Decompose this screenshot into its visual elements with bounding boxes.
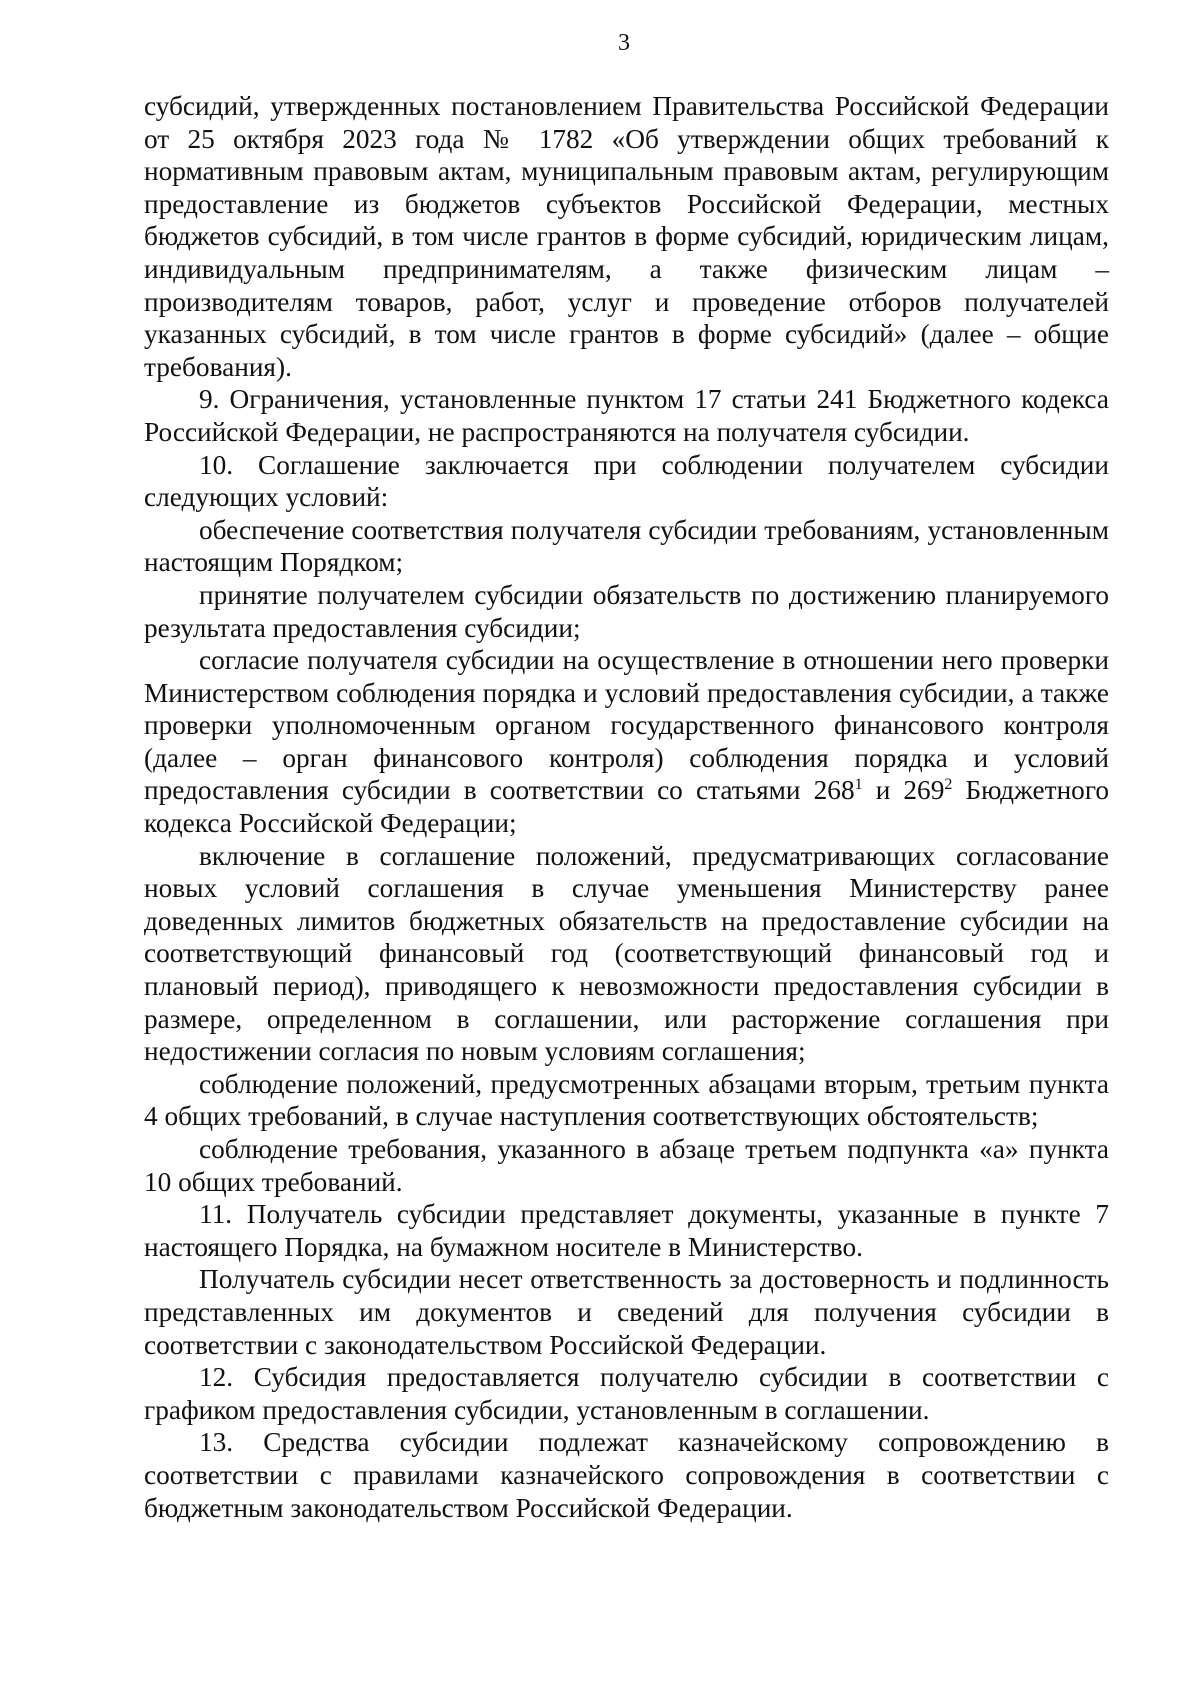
paragraph-responsibility: Получатель субсидии несет ответственность за достоверность и подлинность представленных им документов и сведений для получения субсидии в соответствии с законодательством Российской Федерации. xyxy=(144,1264,1109,1360)
footnote-sup-1: 1 xyxy=(854,776,863,794)
paragraph-item-13: 13. Средства субсидии подлежат казначейскому сопровождению в соответствии с правилами казначейского сопровождения в соответствии с бюджетным законодательством Российской Федерации. xyxy=(144,1427,1109,1523)
paragraph-continuation: субсидий, утвержденных постановлением Правительства Российской Федерации от 25 октября 2023 года № 1782 «Об утверждении общих требований к нормативным правовым актам, муниципальным правовым актам, регулирующим предоставление из бюджетов субъектов Российской Федерации, местных бюджетов субсидий, в том числе грантов в форме субсидий, юридическим лицам, индивидуальным предпринимателям, а также физическим лицам – производителям товаров, работ, услуг и проведение отборов получателей указанных субсидий, в том числе грантов в форме субсидий» (далее – общие требования). xyxy=(144,91,1109,382)
paragraph-item-11: 11. Получатель субсидии представляет документы, указанные в пункте 7 настоящего Порядка, на бумажном носителе в Министерство. xyxy=(144,1199,1109,1262)
paragraph-condition-consent xyxy=(144,644,1109,840)
paragraph-condition-provisions: соблюдение положений, предусмотренных абзацами вторым, третьим пункта 4 общих требований, в случае наступления соответствующих обстоятельств; xyxy=(144,1068,1109,1132)
paragraph-item-12: 12. Субсидия предоставляется получателю субсидии в соответствии с графиком предоставления субсидии, установленным в соглашении. xyxy=(144,1362,1109,1425)
consent-text-middle: и 269 xyxy=(862,775,945,806)
paragraph-condition-obligations: принятие получателем субсидии обязательств по достижению планируемого результата предоставления субсидии; xyxy=(144,579,1109,643)
consent-text-after: Бюджетного кодекса Российской Федерации; xyxy=(144,775,1109,839)
document-body xyxy=(144,90,1109,1524)
footnote-sup-2: 2 xyxy=(944,776,953,794)
paragraph-item-9: 9. Ограничения, установленные пунктом 17 статьи 241 Бюджетного кодекса Российской Федерации, не распространяются на получателя субсидии. xyxy=(144,384,1109,447)
paragraph-condition-compliance: обеспечение соответствия получателя субсидии требованиям, установленным настоящим Порядком; xyxy=(144,514,1109,578)
paragraph-item-10: 10. Соглашение заключается при соблюдении получателем субсидии следующих условий: xyxy=(144,449,1109,513)
consent-text-before: согласие получателя субсидии на осуществление в отношении него проверки Министерством соблюдения порядка и условий предоставления субсидии, а также проверки уполномоченным органом государственного финансового контроля (далее – орган финансового контроля) соблюдения порядка и условий предоставления субсидии в соответствии со статьями 268 xyxy=(144,645,1109,806)
paragraph-condition-requirement: соблюдение требования, указанного в абзаце третьем подпункта «а» пункта 10 общих требований. xyxy=(144,1134,1109,1197)
page-number: 3 xyxy=(618,30,630,56)
paragraph-condition-agreement-terms: включение в соглашение положений, предусматривающих согласование новых условий соглашения в случае уменьшения Министерству ранее доведенных лимитов бюджетных обязательств на предоставление субсидии на соответствующий финансовый год (соответствующий финансовый год и плановый период), приводящего к невозможности предоставления субсидии в размере, определенном в соглашении, или расторжение соглашения при недостижении согласия по новым условиям соглашения; xyxy=(144,840,1109,1067)
